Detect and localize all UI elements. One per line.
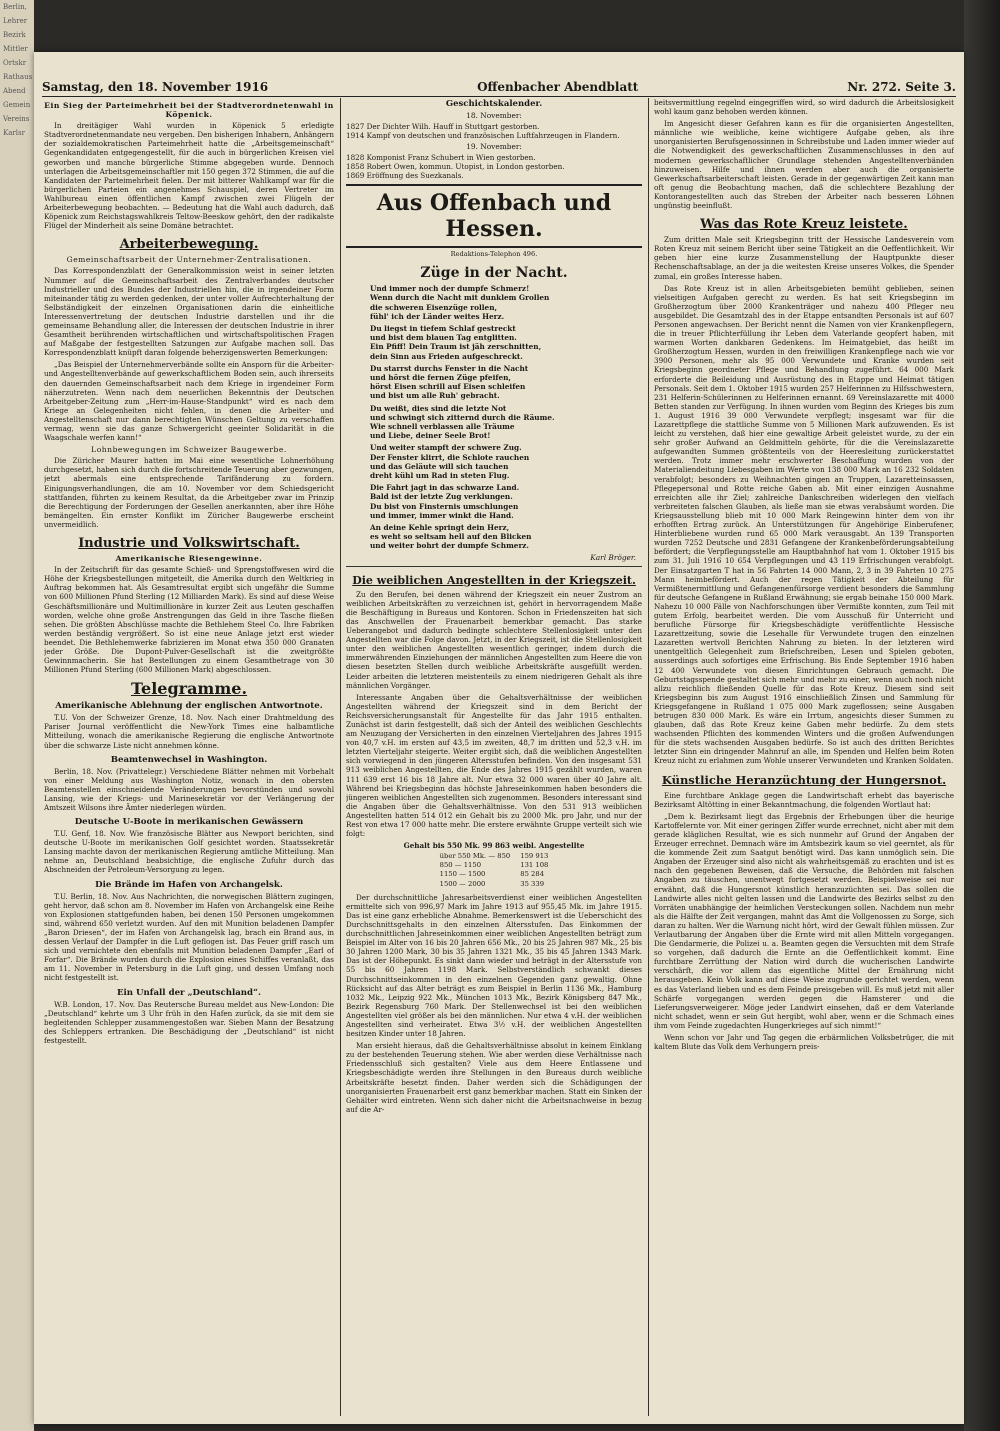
poem-line: und Liebe, deiner Seele Brot!	[370, 431, 491, 441]
section-heading: Telegramme.	[130, 679, 248, 699]
poem-line: hörst Eisen schrill auf Eisen schleifen	[370, 382, 526, 392]
calendar-date: 18. November:	[466, 111, 522, 120]
article-quote: „Dem k. Bezirksamt liegt das Ergebnis der Erhebungen über die heurige Kartoffelernte vor. Mit einer geringen Ziffer wurde errechnet, nicht aber mit dem gerade kläglichen Resultat, wie es sich nunmehr auf Grund der Angaben der Erzeuger errechnet. Demnach wäre im Amtsbezirk kaum so viel geerntet, als für die kommende Zeit zum Saatgut benötigt wird. Das kann unmöglich sein. Die Angaben der Erzeuger sind also nicht als wahrheitsgemäß zu erachten und ist es nach den gegebenen Beweisen, daß die Versuche, die Behörden mit falschen Angaben zu täuschen, unentwegt fortgesetzt werden. Beispielsweise sei nur erwähnt, daß die Hungersnot künstlich heranzuzüchten sei. Das sollen die Landwirte alles nicht gelten lassen und die Landwirte des Bezirks selbst zu den Vorräten unabhängige der heimlichen Versteckungen sollen. Nachdem nun mehr als die Hälfte der Zeit vergangen, mahnt das Amt die Vollgenossen zu Sorge, sich daran zu halten. Wer die Warnung nicht hört, wird der Gewalt fühlen müssen. Zur Verlautbarung der Angaben über die Ernte wird mit allen Mitteln vorgegangen. Die Gendarmerie, die Polizei u. a. Beamten gegen die Versuchten mit dem Strafe so vorgehen, daß dadurch die Ernte an die Oeffentlichkeit kommt. Eine furchtbare Zerrüttung der Nation wird durch die wucherischen Landwirte verschärft, die vor allem das eigentliche Mittel der Ernährung nicht herausgeben. Kein Volk kann auf diese Weise zugrunde gerichtet werden, wenn es das Vaterland lieben und es dem Feinde preisgeben will. Es muß jetzt mit aller Schärfe vorgegangen werden gegen die Hamsterer und die Lieferungsverweigerer. Möge jeder Landwirt einsehen, daß er dem Vaterlande nicht schadet, wenn er sein Gut hergibt, wohl aber, wenn er die Schmach eines ihm vom Feinde zugedachten Hungerkrieges auf sich nimmt!“	[654, 811, 954, 1030]
article-heading: Ein Sieg der Parteimehrheit bei der Stadtverordnetenwahl in Köpenick.	[44, 101, 334, 120]
column-1	[44, 98, 334, 1418]
section-heading: Künstliche Heranzüchtung der Hungersnot.	[661, 772, 947, 787]
subheading: Gemeinschaftsarbeit der Unternehmer-Zentralisationen.	[66, 255, 312, 265]
article-heading: Die weiblichen Angestellten in der Kriegszeit.	[352, 573, 636, 587]
article-text: Interessante Angaben über die Gehaltsverhältnisse der weiblichen Angestellten während der Kriegszeit sind in dem Bericht der Reichsversicherungsanstalt für Angestellte für das Jahr 1915 enthalten. Zunächst ist darin festgestellt, daß sich der Anteil des weiblichen Geschlechts am Neuzugang der Versicherten in den einzelnen Vierteljahren des Jahres 1915 von 40,7 v.H. im ersten auf 43,5 im zweiten, 48,7 im dritten und 52,3 v.H. im letzten Vierteljahr steigerte. Weiter ergibt sich, daß die weiblichen Angestellten sich vorwiegend in den jüngeren Altersstufen befinden. Von den insgesamt 531 913 weiblichen Angestellten, die Ende des Jahres 1915 gezählt wurden, waren 111 639 erst 16 bis 18 Jahre alt. Nur etwa 32 000 waren über 40 Jahre alt. Während bei Kriegsbeginn das höchste Jahreseinkommen haben besonders die jüngeren weiblichen Angestellten sich zugenommen. Besonders interessant sind die Angaben über die Gehaltsverhältnisse. Von den 531 913 weiblichen Angestellten hatten 514 012 ein Gehalt bis zu 2000 Mk. pro Jahr, und nur der Rest von etwa 17 000 hatte mehr. Die erstere erwähnte Gruppe verteilt sich wie folgt:	[346, 692, 642, 839]
poem-line: und hörst die fernen Züge pfeifen,	[370, 372, 511, 382]
column-rule	[648, 98, 649, 1416]
article-text: In der Zeitschrift für das gesamte Schieß- und Sprengstoffwesen wird die Höhe der Kriegsbestellungen mitgeteilt, die Amerika durch den Weltkrieg in Auftrag bekommen hat. Als Gesamtresultat ergibt sich ungefähr die Summe von 600 Millionen Pfund Sterling (12 Milliarden Mark). Es sind auf diese Weise Geschäftsmillionäre und Multimillionäre in kurzer Zeit aus Leuten geschaffen worden, welche ohne große Anstrengungen das Geld in ihre Tasche fließen sehen. Die größten Abschlüsse machte die Bethlehem Steel Co. Ihre Fabriken werden beständig vergrößert. So ist eine neue Anlage jetzt erst wieder beendet. Die Bethlehemwerke fabrizieren im Monat etwa 350 000 Granaten jeder Größe. Die Dupont-Pulver-Gesellschaft ist die zweitgrößte Gewinnmacherin. Sie hat Bestellungen zu einem Gesamtbetrage von 30 Millionen Pfund Sterling (600 Millionen Mark) abgeschlossen.	[44, 565, 334, 675]
article-text: Man ersieht hieraus, daß die Gehaltsverhältnisse absolut in keinem Einklang zu der bestehenden Teuerung stehen. Wie aber werden diese Verhältnisse nach Friedensschluß sich gestalten? Viele aus dem Heere Entlassene und Kriegsbeschädigte werden ihre Stellungen in den Bureaus durch weibliche Arbeitskräfte besetzt finden. Daher werden sich die Schädigungen der unorganisierten Frauenarbeit erst ganz bemerkbar machen. Statt ein Sinken der Gehälter wird eintreten. Wenn sich daher nicht die Arbeitsnachweise in bezug auf die Ar-	[346, 1041, 642, 1114]
telegram-heading: Ein Unfall der „Deutschland“.	[116, 987, 261, 998]
telegram-text: W.B. London, 17. Nov. Das Reutersche Bureau meldet aus New-London: Die „Deutschland“ kehrte um 3 Uhr früh in den Hafen zurück, da sie mit dem sie begleitenden Schlepper zusammengestoßen war. Sieben Mann der Besatzung des Schleppers ertranken. Die Beschädigung der „Deutschland“ ist nicht festgestellt.	[44, 999, 334, 1045]
fragment: Ortskr	[3, 59, 27, 67]
poem-line: und das Geläute will sich tauchen	[370, 461, 509, 471]
section-heading: Industrie und Volkswirtschaft.	[78, 536, 300, 552]
article-text: Wenn schon vor Jahr und Tag gegen die erbärmlichen Volksbetrüger, die mit kaltem Blute das Volk dem Verhungern preis-	[654, 1033, 954, 1052]
newspaper-page	[34, 52, 964, 1424]
column-2	[346, 98, 642, 1418]
telegram-text: T.U. Berlin, 18. Nov. Aus Nachrichten, die norwegischen Blättern zugingen, geht hervor, daß schon am 8. November im Hafen von Archangelsk eine Reihe von Explosionen stattgefunden haben, bei denen 150 Personen umgekommen sind, während 650 verletzt wurden. Auf den mit Munition beladenen Dampfer „Baron Driesen“, der im Hafen von Archangelsk lag, brach ein Brand aus, in dessen Verlauf der Dampfer in die Luft geflogen ist. Das Feuer griff rasch um sich und vernichtete den ebenfalls mit Munition beladenen Dampfer „Earl of Forfar“. Die Brände wurden durch die Explosion eines Schiffes veranlaßt, das am 11. November in Petersburg in die Luft ging, und dessen Umfang noch nicht festgestellt ist.	[44, 891, 334, 983]
telegram-text: T.U. Genf, 18. Nov. Wie französische Blätter aus Newport berichten, sind deutsche U-Boote im merikanischen Golf gesichtet worden. Staatssekretär Lansing machte davon der merikanischen Regierung amtliche Mitteilung. Man nehme an, Deutschland beabsichtige, die englische Zufuhr durch das Abschneiden der Petroleum-Versorgung zu legen.	[44, 829, 334, 875]
poem	[370, 284, 618, 550]
poem-line: die schweren Eisenzüge rollen,	[370, 302, 498, 312]
poem-line: und schwingt sich zitternd durch die Räume.	[370, 412, 555, 422]
article-quote: „Das Beispiel der Unternehmerverbände sollte ein Ansporn für die Arbeiter- und Angestelltenverbände auf gewerkschaftlichem Boden sein, auch ihrerseits den dauernden Gemeinschaftsarbeit nach dem Kriege in irgendeiner Form näherzutreten. Wenn nach dem neuerlichen Bekenntnis der Deutschen Arbeitgeber-Zeitung zum „Herr-im-Hause-Standpunkt“ wird es nach dem Kriege an Gelegenheiten nicht fehlen, in denen die Arbeiter- und Angestelltenschaft nur dann berechtigten Wünschen Geltung zu verschaffen vermag, wenn sie das ganze Schwergericht geeinter Solidarität in die Waagschale werfen kann!“	[44, 360, 334, 443]
calendar-entry: 1914 Kampf von deutschen und französischen Luftfahrzeugen in Flandern.	[346, 131, 620, 140]
poem-line: und bist um alle Ruh' gebracht.	[370, 391, 500, 401]
table-row	[435, 870, 554, 879]
poem-line: Du weißt, dies sind die letzte Not	[370, 403, 507, 413]
article-text: In dreitägiger Wahl wurden in Köpenick 5 erledigte Stadtverordnetenmandate neu vergeben. Den bisherigen Inhabern, Anhängern der sozialdemokratischen Parteimehrheit hatte die „Arbeitsgemeinschaft“ Gegenkandidaten entgegengestellt, für die auch in bürgerlichen Kreisen viel geworben und manche bürgerliche Stimme abgegeben wurde. Dennoch unterlagen die Arbeitsgemeinschaftler mit 150 gegen 372 Stimmen, die auf die Kandidaten der Parteimehrheit fielen. Der mit bitterer Wahlkampf war für die bürgerlichen Parteien ein angenehmes Schauspiel, deren Vertreter im Wahlbureau einen öffentlichen Kampf zwischen zwei Flügeln der Arbeiterbewegung beobachten. — Bedeutung hat die Wahl auch dadurch, daß Köpenick zum Reichstagswahlkreis Teltow-Beeskow gehört, den der radikalste Flügel der Minderheit als seine Domäne betrachtet.	[44, 121, 334, 231]
fragment: Berlin,	[3, 3, 27, 11]
table-cell: 850 — 1150	[439, 861, 482, 870]
poem-author: Karl Bröger.	[590, 552, 636, 562]
poem-line: Und weiter stampft der schwere Zug.	[370, 443, 522, 453]
telegram-heading: Deutsche U-Boote in merikanischen Gewässern	[74, 817, 304, 828]
poem-line: fühl' ich der Länder weites Herz.	[370, 311, 505, 321]
masthead-paper: Offenbacher Abendblatt	[477, 80, 639, 94]
table-cell: 159 913	[520, 852, 549, 861]
fragment: Karlsr	[3, 129, 25, 137]
article-text: Zu den Berufen, bei denen während der Kriegszeit ein neuer Zustrom an weiblichen Arbeitskräften zu verzeichnen ist, gehört in hervorragendem Maße die Beschäftigung in Bureaus und Kontoren. Schon in Friedenszeiten hat sich das Anschwellen der Frauenarbeit bemerkbar gemacht. Das starke Ueberangebot und dadurch bedingte schlechtere Stellenlosigkeit unter den Angestellten war die Folge davon. Jetzt, in der Kriegszeit, ist die Stellenlosigkeit unter den weiblichen Angestellten wesentlich geringer, indem durch die immerwährenden Einziehungen der männlichen Angestellten zum Heere die von diesen besetzten Stellen durch weibliche Arbeitskräfte ausgefüllt werden. Leider arbeiten die letzteren meistenteils zu einem niedrigeren Gehalt als ihre männlichen Vorgänger.	[346, 589, 642, 690]
poem-line: Und immer noch der dumpfe Schmerz!	[370, 284, 530, 294]
masthead-issue: Nr. 272. Seite 3.	[847, 80, 956, 94]
subheading: Lohnbewegungen im Schweizer Baugewerbe.	[91, 445, 287, 455]
history-calendar	[346, 100, 642, 180]
table-cell: 85 284	[520, 870, 545, 879]
fragment: Abend	[3, 87, 26, 95]
poem-line: es weht so seltsam hell auf den Blicken	[370, 532, 532, 542]
fragment: Mittler	[3, 45, 28, 53]
poem-line: dein Sinn aus Frieden aufgeschreckt.	[370, 351, 523, 361]
fragment: Rathaus	[3, 73, 33, 81]
poem-line: Ein Pfiff! Dein Traum ist jäh zerschnitten,	[370, 342, 542, 352]
local-section-title: Aus Offenbach und Hessen.	[346, 184, 642, 248]
calendar-entry: 1858 Robert Owen, kommun. Utopist, in London gestorben.	[346, 162, 565, 171]
article-text: Der durchschnittliche Jahresarbeitsverdienst einer weiblichen Angestellten ermittelte sich von 996,97 Mark im Jahre 1913 auf 955,45 Mk. im Jahre 1915. Das ist eine ganz erhebliche Abnahme. Bemerkenswert ist die Ueberschicht des Durchschnittsgehalts in den einzelnen Altersstufen. Das Einkommen der durchschnittlichen Jahreseinkommen einer weiblichen Angestellten beträgt zum Beispiel im Alter von 16 bis 20 Jahren 656 Mk., 20 bis 25 Jahren 987 Mk., 25 bis 30 Jahren 1200 Mark, 30 bis 35 Jahren 1321 Mk., 35 bis 45 Jahren 1343 Mark. Das ist der Höhepunkt. Es sinkt dann wieder und beträgt in der Altersstufe von 55 bis 60 Jahren 1198 Mark. Selbstverständlich schwankt dieses Durchschnittseinkommen in den einzelnen Gegenden ganz gewaltig. Ohne Rücksicht auf das Alter beträgt es zum Beispiel in Berlin 1136 Mk., Hamburg 1032 Mk., Leipzig 922 Mk., München 1013 Mk., Bezirk Königsberg 847 Mk., Bezirk Regensburg 760 Mark. Der Stellenwechsel ist bei den weiblichen Angestellten viel größer als bei den männlichen. Nur etwa 4 v.H. der weiblichen Angestellten sind verheiratet. Etwa 3½ v.H. der weiblichen Angestellten besitzen Kinder unter 18 Jahren.	[346, 892, 642, 1039]
article-text: Das Korrespondenzblatt der Generalkommission weist in seiner letzten Nummer auf die Gemeinschaftsarbeit des Zentralverbandes deutscher Industrieller und des Bundes der Industriellen hin, die in irgendeiner Form miteinander tätig zu werden gedenken, der unter voller Aufrechterhaltung der Selbständigkeit der einzelnen Organisationen darin die einheitliche Interessenvertretung der deutschen Industrie darstellen und ihr die gemeinsame Behandlung aller, die Interessen der deutschen Industrie in ihrer Gesamtheit berührenden wirtschaftlichen und wirtschaftspolitischen Fragen auf Maßgabe der festgestellten Satzungen zur Aufgabe machen soll. Das Korrespondenzblatt knüpft daran folgende beherzigenswerten Bemerkungen:	[44, 266, 334, 358]
article-text: Im Angesicht dieser Gefahren kann es für die organisierten Angestellten, männliche wie weibliche, keine wichtigere Aufgabe geben, als ihre unorganisierten Berufsgenossinnen in Schreibstube und Laden immer wieder auf die Notwendigkeit des gewerkschaftlichen Zusammenschlusses in den auf modernen gewerkschaftlicher Grundlage stehenden Angestelltenverbänden hinzuweisen. Hilfe und ihnen werden aber auch die organisierte Gewerkschaftsarbeiterschaft leisten. Gerade in der gegenwärtigen Zeit kann man oft genug die Beobachtung machen, daß die schlechtere Bezahlung der Kontorangestellten auch das Streben der Arbeiter nach besseren Löhnen ungünstig beeinflußt.	[654, 119, 954, 211]
poem-line: Die Fahrt jagt in das schwarze Land.	[370, 483, 520, 493]
calendar-date: 19. November:	[466, 142, 522, 151]
poem-line: Du liegst in tiefem Schlaf gestreckt	[370, 323, 516, 333]
telegram-heading: Die Brände im Hafen von Archangelsk.	[95, 879, 283, 890]
divider	[346, 566, 642, 567]
article-text: Das Rote Kreuz ist in allen Arbeitsgebieten bemüht geblieben, seinen vielseitigen Aufgaben gerecht zu werden. Es hat seit Kriegsbeginn im Großherzogtum über 2000 Krankenträger und nahezu 400 Pfleger neu ausgebildet. Die Gesamtzahl des in der Etappe entsandten Personals ist auf 607 Personen angewachsen. Der Bericht nennt die Namen von vier Krankenpflegern, die in treuer Pflichterfüllung ihr Leben dem Vaterlande geopfert haben, mit warmen Worten dankbaren Gedenkens. Im Heimatgebiet, das heißt im Großherzogtum Hessen, wurden in den freiwilligen Krankenpflege nach wie vor 3900 Personen, mehr als 95 000 Verwundete und Kranke wurden seit Kriegsbeginn geordneter Pflege und Behandlung zugeführt. 64 000 Mark erforderte die Beileidung und Ausrüstung des in Etappe und Heimat tätigen Personals. Seit dem 1. Oktober 1915 wurden 257 Helferinnen zu Hilfsschwestern, 231 Helferin-Schülerinnen zu Helferinnen ernannt. 69 Vereinslazarette mit 4000 Betten standen zur Verfügung. In ihnen wurden vom Beginn des Krieges bis zum 1. August 1916 39 000 Verwundete verpflegt; insgesamt war für die Lazarettpflege die stattliche Summe von 5 Millionen Mark aufzuwenden. Es ist leicht zu verstehen, daß hier eine gewaltige Arbeit geleistet wurde, zu der ein sehr großer Aufwand an Geldmitteln gehörte, für die die Vereinslazarette aufgewandten Summen größtenteils von der Heeresleitung zurückerstattet werden. Trotz immer mehr erschwerter Beschaffung wurden von der Materialiendeitung Liebesgaben im Werte von 138 000 Mark an 16 232 Soldaten verabfolgt; besonders zu Weihnachten gingen an Truppen, Lazaretteinsassen, Pflegepersonal und Rotte reiche Gaben ab. Mit einer einzigen Ausnahme erreichten alle ihr Ziel; zahlreiche Dankschreiben widerlegen den vielfach verbreiteten falschen Glauben, als ließe man sie etwas verabsäumt worden. Die Kriegsausstellung blieb mit 10 000 Mark Reingewinn hinter dem von ihr erhofften Ertrag zurück. An Unterstützungen für Angehörige Einberufener, Hinterbliebene wurden rund 65 000 Mark verausgabt. An 139 Transporten wurden 7252 Deutsche und 2831 Gefangene der Krankenbeförderungsabteilung befördert; die Verpflegungsstelle am Hauptbahnhof hat vom 1. Oktober 1915 bis zum 31. Juli 1916 10 654 Verpflegungen und 43 119 Erfrischungen verabfolgt. Der Einsatzgarten T hat in 56 Fahrten 14 000 Mann, 2, 3 in 39 Fahrten 10 275 Mann heimbefördert. Auch der regen Tätigkeit der Abteilung für Vermißtenermittlung und Gefangenenfürsorge verdient besonders die Sammlung für deutsche Gefangene in Rußland Erwähnung; sie ergab beinahe 150 000 Mark. Nahezu 10 000 Fälle von Nachforschungen über Vermißte konnten, zum Teil mit gutem Erfolg, bearbeitet werden. Die vom Ausschuß für Unterricht und berufliche Fürsorge für Kriegsbeschädigte veröffentlichte Hessische Lazarettzeitung, sowie die Lesehalle für Verwundete trugen den einzelnen Lazaretten wertvoll Berichten Nahrung zu bieten. In der letzteren wird unentgeltlich Gelegenheit zum Briefschreiben, Lesen und Spielen geboten, ausserdings auch sofortiges eine Erfrischung. Bis Ende September 1916 haben 12 400 Verwundete von diesen Einrichtungen Gebrauch gemacht. Die Geburtstagsspende gestaltet sich mehr und mehr zu einer, wenn auch noch nicht allzu reichlich fließenden Quelle für das Rote Kreuz. Diesem sind seit Kriegsbeginn bis zum August 1916 einschließlich Zinsen und Sammlung für Kriegsgefangene in Rußland 1 075 000 Mark zugeflossen; seine Ausgaben betrugen 830 000 Mark. Es wäre ein Irrtum, angesichts dieser Summen zu glauben, daß das Rote Kreuz keine Gaben mehr bedürfe. Zu dem stets wachsenden Pflichten des kommenden Winters und die großen Aufwendungen für die stets wachsenden Ausgaben bedürfe. So ist auch des dritten Berichtes letzter Sinn ein dringender Mahnruf an alle, im Spenden und Helfen beim Roten Kreuz nicht zu erlahmen zum Wohle unserer Verwundeten und Kranken Soldaten.	[654, 283, 954, 766]
poem-line: Bald ist der letzte Zug verklungen.	[370, 492, 513, 502]
table-cell: 131 108	[520, 861, 549, 870]
salary-table	[435, 852, 554, 888]
masthead-date: Samstag, den 18. November 1916	[42, 80, 269, 94]
binding-edge	[964, 0, 1000, 1431]
masthead	[42, 72, 956, 97]
article-text: Die Züricher Maurer hatten im Mai eine wesentliche Lohnerhöhung durchgesetzt, haben sich durch die fortschreitende Teuerung aber gezwungen, jetzt abermals eine entsprechende Tarifänderung zu fordern. Einigungsverhandlungen, die am 10. November vor dem Schiedsgericht stattfanden, führten zu keinem Resultat, da die Arbeitgeber zwar im Prinzip die Berechtigung der Forderungen der Gesellen anerkannten, aber ihre Höhe bemängelten. Ein ernster Konflikt im Züricher Baugewerbe erscheint unvermeidlich.	[44, 456, 334, 529]
telegram-heading: Beamtenwechsel in Washington.	[110, 754, 268, 765]
table-row	[435, 852, 554, 861]
calendar-title: Geschichtskalender.	[445, 99, 543, 109]
column-rule	[340, 98, 341, 1416]
section-heading: Arbeiterbewegung.	[119, 237, 259, 253]
article-text: beitsvermittlung regelnd eingegriffen wird, so wird dadurch die Arbeitslosigkeit wohl kaum ganz behoben werden können.	[654, 98, 954, 117]
table-cell: über 550 Mk. — 850	[439, 852, 511, 861]
fragment: Vereins	[3, 115, 30, 123]
calendar-entry: 1869 Eröffnung des Suezkanals.	[346, 171, 464, 180]
poem-title: Züge in der Nacht.	[420, 265, 568, 282]
fragment: Gemein	[3, 101, 31, 109]
telegram-text: T.U. Von der Schweizer Grenze, 18. Nov. Nach einer Drahtmeldung des Pariser Journal veröffentlicht die New-York Times eine halbamtliche Mitteilung, wonach die amerikanische Regierung die englische Antwortnote über die schwarze Liste nicht annehmen könne.	[44, 713, 334, 750]
table-row	[435, 880, 554, 889]
table-row	[435, 861, 554, 870]
poem-line: und immer, immer winkt die Hand.	[370, 510, 514, 520]
poem-line: Wie schnell verblassen alle Träume	[370, 421, 515, 431]
adjacent-page-strip	[0, 0, 34, 1431]
article-text: Eine furchtbare Anklage gegen die Landwirtschaft erhebt das bayerische Bezirksamt Altötting in einer Bekanntmachung, die folgenden Wortlaut hat:	[654, 790, 954, 809]
calendar-entry: 1827 Der Dichter Wilh. Hauff in Stuttgart gestorben.	[346, 122, 540, 131]
table-cell: 1500 — 2000	[439, 879, 486, 888]
subheading: Amerikanische Riesengewinne.	[115, 554, 263, 564]
table-cell: 1150 — 1500	[439, 870, 486, 879]
poem-line: Du starrst durchs Fenster in die Nacht	[370, 363, 529, 373]
salary-table-head: Gehalt bis 550 Mk. 99 863 weibl. Angestellte	[403, 841, 585, 851]
telegram-text: Berlin, 18. Nov. (Privattelegr.) Verschiedene Blätter nehmen mit Vorbehalt von einer Meldung aus Washington Notiz, wonach in den obersten Beamtenstellen einschneidende Veränderungen bevorstünden und sowohl Lansing, wie der Kriegs- und Marinesekretär vor der Verlängerung der Amtszeit Wilsons ihre Ämter niederlegen würden.	[44, 766, 334, 812]
poem-line: An deine Kehle springt dein Herz,	[370, 522, 510, 532]
fragment: Bezirk	[3, 31, 26, 39]
poem-line: Du bist von Finsternis umschlungen	[370, 501, 519, 511]
poem-line: und bist dem blauen Tag entglitten.	[370, 333, 517, 343]
poem-line: dreht kühl um Rad in steten Flug.	[370, 470, 510, 480]
column-3	[654, 98, 954, 1418]
poem-line: Wenn durch die Nacht mit dunklem Grollen	[370, 293, 550, 303]
poem-line: Der Fenster klirrt, die Schlote rauchen	[370, 452, 530, 462]
article-text: Zum dritten Male seit Kriegsbeginn tritt der Hessische Landesverein vom Roten Kreuz mit seinem Bericht über seine Tätigkeit an die Oeffentlichkeit. Wir geben hier eine kurze Zusammenstellung der Hauptpunkte dieser Rechenschaftsablage, an der ja die weitesten Kreise unseres Volkes, die Spender zumal, ein großes Interesse haben.	[654, 235, 954, 281]
poem-line: und weiter bohrt der dumpfe Schmerz.	[370, 541, 529, 551]
telegram-heading: Amerikanische Ablehnung der englischen Antwortnote.	[55, 701, 323, 712]
section-heading: Was das Rote Kreuz leistete.	[700, 217, 908, 233]
table-cell: 35 339	[520, 879, 545, 888]
calendar-entry: 1828 Komponist Franz Schubert in Wien gestorben.	[346, 153, 536, 162]
fragment: Lehrer	[3, 17, 28, 25]
editorial-phone: Redaktions-Telephon 496.	[450, 250, 538, 258]
